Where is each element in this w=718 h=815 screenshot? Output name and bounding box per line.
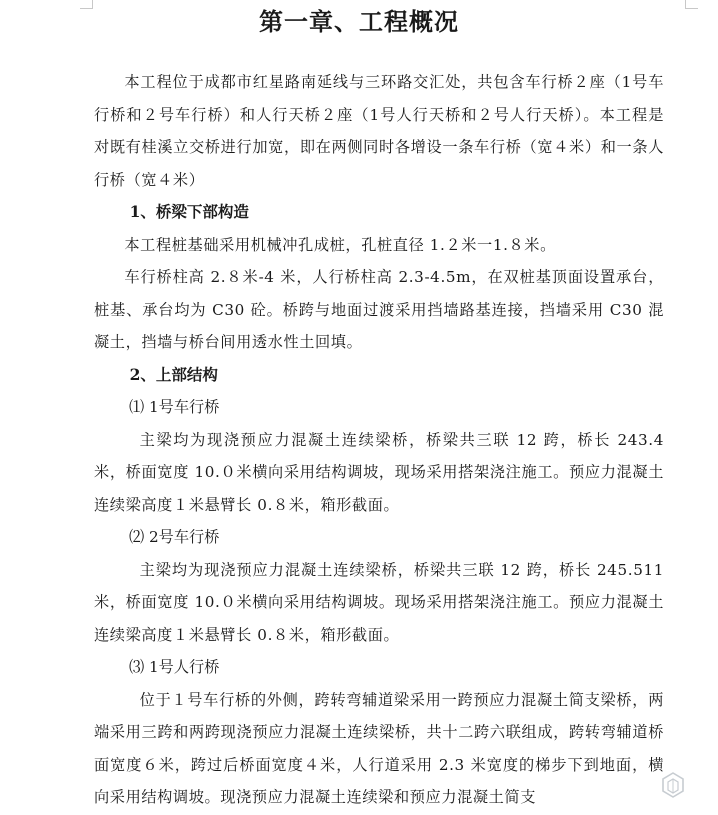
intro-paragraph: 本工程位于成都市红星路南延线与三环路交汇处，共包含车行桥２座（1号车行桥和２号车行桥）和人行天桥２座（1号人行天桥和２号人行天桥）。本工程是对既有桂溪立交桥进行加宽，即在两侧同时各增设一条车行桥（宽４米）和一条人行桥（宽４米） bbox=[94, 73, 664, 189]
vehicle-bridge-1-paragraph: 主梁均为现浇预应力混凝土连续梁桥，桥梁共三联 12 跨，桥长 243.4 米，桥面宽度 10.０米横向采用结构调坡，现场采用搭架浇注施工。预应力混凝土连续梁高度１米悬臂长 0.８米，箱形截面。 bbox=[94, 430, 664, 514]
subheading-vehicle-bridge-2: ⑵ 2号车行桥 bbox=[128, 528, 220, 546]
pier-abutment-paragraph: 车行桥柱高 2.８米-4 米，人行桥柱高 2.3-4.5m，在双桩基顶面设置承台，桩基、承台均为 C30 砼。桥跨与地面过渡采用挡墙路基连接，挡墙采用 C30 混凝土，挡墙与桥台间用透水性土回填。 bbox=[94, 268, 664, 351]
pile-foundation-paragraph: 本工程桩基础采用机械冲孔成桩，孔桩直径 1.２米一1.８米。 bbox=[124, 235, 556, 254]
section-heading-substructure: 1、桥梁下部构造 bbox=[129, 202, 249, 221]
chapter-title: 第一章、工程概况 bbox=[259, 7, 459, 36]
subheading-vehicle-bridge-1: ⑴ 1号车行桥 bbox=[128, 398, 220, 416]
vehicle-bridge-2-paragraph: 主梁均为现浇预应力混凝土连续梁桥，桥梁共三联 12 跨，桥长 245.511 米，桥面宽度 10.０米横向采用结构调坡。现场采用搭架浇注施工。预应力混凝土连续梁高度１米悬臂长 0.８米，箱形截面。 bbox=[94, 560, 664, 644]
document-body bbox=[94, 66, 664, 814]
section-heading-superstructure: 2、上部结构 bbox=[129, 364, 218, 384]
building-logo-icon bbox=[662, 772, 684, 798]
pedestrian-bridge-1-paragraph: 位于１号车行桥的外侧，跨转弯辅道梁采用一跨预应力混凝土简支梁桥，两端采用三跨和两跨现浇预应力混凝土连续梁桥，共十二跨六联组成，跨转弯辅道桥面宽度６米，跨过后桥面宽度４米，人行道采用 2.3 米宽度的梯步下到地面，横向采用结构调坡。现浇预应力混凝土连续梁和预应力混凝土简支 bbox=[94, 690, 664, 806]
subheading-pedestrian-bridge-1: ⑶ 1号人行桥 bbox=[128, 658, 220, 676]
